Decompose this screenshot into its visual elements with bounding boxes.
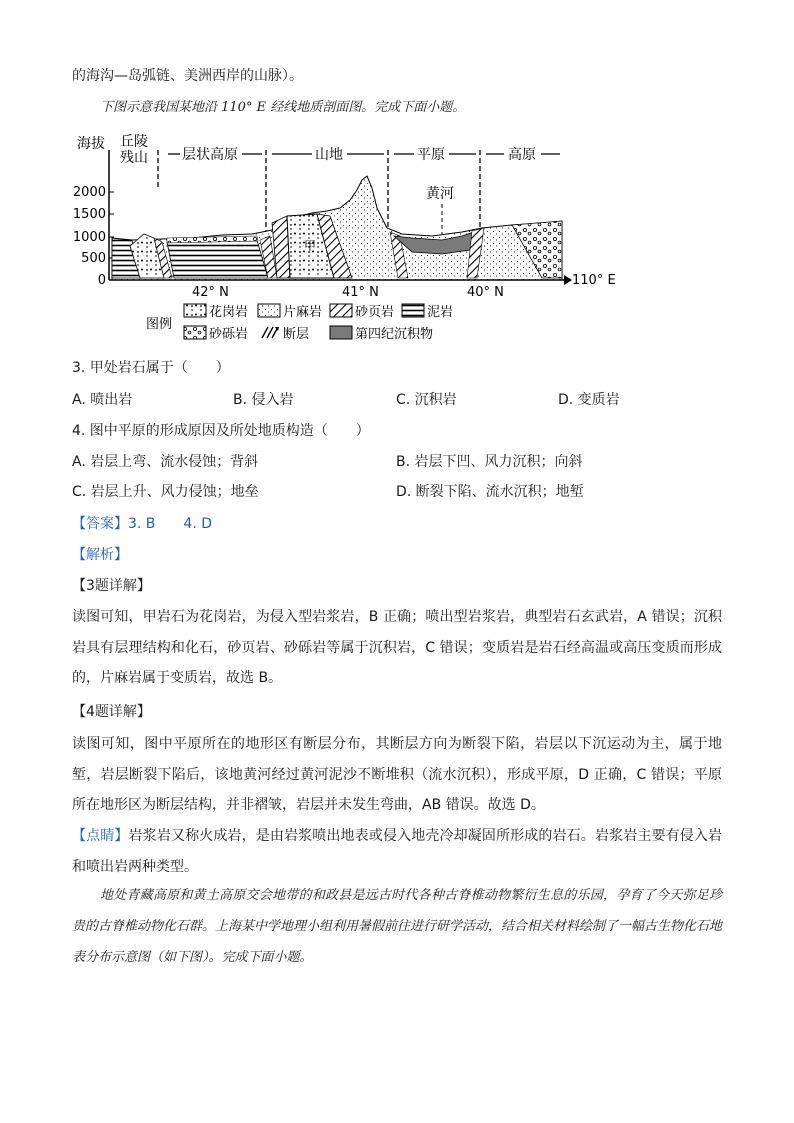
- detail-3-title: 【3题详解】: [72, 578, 151, 594]
- q3-option-b: B. 侵入岩: [233, 392, 294, 408]
- y-tick-1000: 1000: [72, 230, 106, 245]
- legend-sandshale: 砂页岩: [355, 305, 395, 320]
- legend-fault: 断层: [283, 327, 310, 342]
- x-tick-42n: 42° N: [192, 285, 229, 300]
- tip-paragraph: [72, 821, 722, 882]
- next-intro: 地处青藏高原和黄土高原交会地带的和政县是远古时代各种古脊椎动物繁衍生息的乐园，孕育了今天弥足珍贵的古脊椎动物化石群。上海某中学地理小组利用暑假前往进行研学活动，结合相关材料绘制了一幅古生物化石地表分布示意图（如下图）。完成下面小题。: [72, 888, 723, 965]
- figure-intro: 下图示意我国某地沿 110° E 经线地质剖面图。完成下面小题。: [100, 100, 466, 115]
- q3-option-d: D. 变质岩: [558, 392, 620, 408]
- geologic-profile-figure: [72, 128, 632, 348]
- x-axis-label: 110° E: [572, 273, 616, 288]
- answer-tag: 【答案】: [72, 516, 128, 532]
- q4-option-c: C. 岩层上升、风力侵蚀；地垒: [72, 484, 259, 500]
- legend-quaternary: 第四纪沉积物: [355, 327, 434, 342]
- legend-mudstone: 泥岩: [427, 305, 454, 320]
- jia-label: 甲: [304, 239, 317, 253]
- q3-stem: 3. 甲处岩石属于（ ）: [72, 360, 230, 376]
- q3-option-c: C. 沉积岩: [396, 392, 457, 408]
- q4-option-d: D. 断裂下陷、流水沉积；地堑: [396, 484, 584, 500]
- legend-gneiss: 片麻岩: [283, 305, 323, 320]
- y-tick-0: 0: [97, 273, 106, 288]
- legend-granite: 花岗岩: [209, 305, 249, 320]
- legend-title: 图例: [146, 317, 173, 332]
- y-axis: [73, 135, 114, 288]
- legend-gravel: 砂砾岩: [209, 327, 249, 342]
- river-label: 黄河: [426, 186, 454, 202]
- legend: [146, 304, 453, 342]
- region-mountain: 山地: [315, 147, 343, 163]
- answer-line: [72, 514, 212, 534]
- y-tick-500: 500: [81, 251, 106, 266]
- q4-option-a: A. 岩层上弯、流水侵蚀；背斜: [72, 454, 259, 470]
- q4-option-b: B. 岩层下凹、风力沉积；向斜: [396, 454, 583, 470]
- y-tick-1500: 1500: [72, 207, 106, 222]
- detail-3-text: 读图可知，甲岩石为花岗岩，为侵入型岩浆岩，B 正确；喷出型岩浆岩，典型岩石玄武岩，A 错误；沉积岩具有层理结构和化石，砂页岩、砂砾岩等属于沉积岩，C 错误；变质岩是岩石经高温或高压变质而形成的，片麻岩属于变质岩，故选 B。: [72, 609, 722, 686]
- top-line: 的海沟—岛弧链、美洲西岸的山脉）。: [72, 68, 303, 84]
- region-hills: 丘陵: [120, 134, 148, 150]
- fault-icon: [258, 326, 280, 339]
- x-tick-41n: 41° N: [342, 285, 379, 300]
- y-axis-label: 海拔: [77, 136, 105, 152]
- detail-4-text: 读图可知，图中平原所在的地形区有断层分布，其断层方向为断裂下陷，岩层以下沉运动为主，属于地堑，岩层断裂下陷后，该地黄河经过黄河泥沙不断堆积（流水沉积），形成平原，D 正确，C 错误；平原所在地形区为断层结构，并非褶皱，岩层并未发生弯曲，AB 错误。故选 D。: [72, 736, 722, 813]
- x-tick-40n: 40° N: [467, 285, 504, 300]
- detail-4-title: 【4题详解】: [72, 704, 151, 720]
- region-plateau: 高原: [508, 147, 536, 163]
- region-plain: 平原: [417, 147, 445, 163]
- tip-text: 岩浆岩又称火成岩，是由岩浆喷出地表或侵入地壳冷却凝固所形成的岩石。岩浆岩主要有侵入岩和喷出岩两种类型。: [72, 828, 723, 875]
- answer-text: 3. B 4. D: [128, 516, 212, 532]
- cross-section: [112, 176, 562, 280]
- region-remnant-hills: 残山: [120, 150, 148, 166]
- region-layered-plateau: 层状高原: [182, 147, 238, 163]
- tip-tag: 【点睛】: [72, 828, 129, 844]
- q3-option-a: A. 喷出岩: [72, 392, 133, 408]
- q4-stem: 4. 图中平原的形成原因及所处地质构造（ ）: [72, 423, 370, 439]
- analysis-tag: 【解析】: [72, 547, 128, 563]
- y-tick-2000: 2000: [72, 185, 106, 200]
